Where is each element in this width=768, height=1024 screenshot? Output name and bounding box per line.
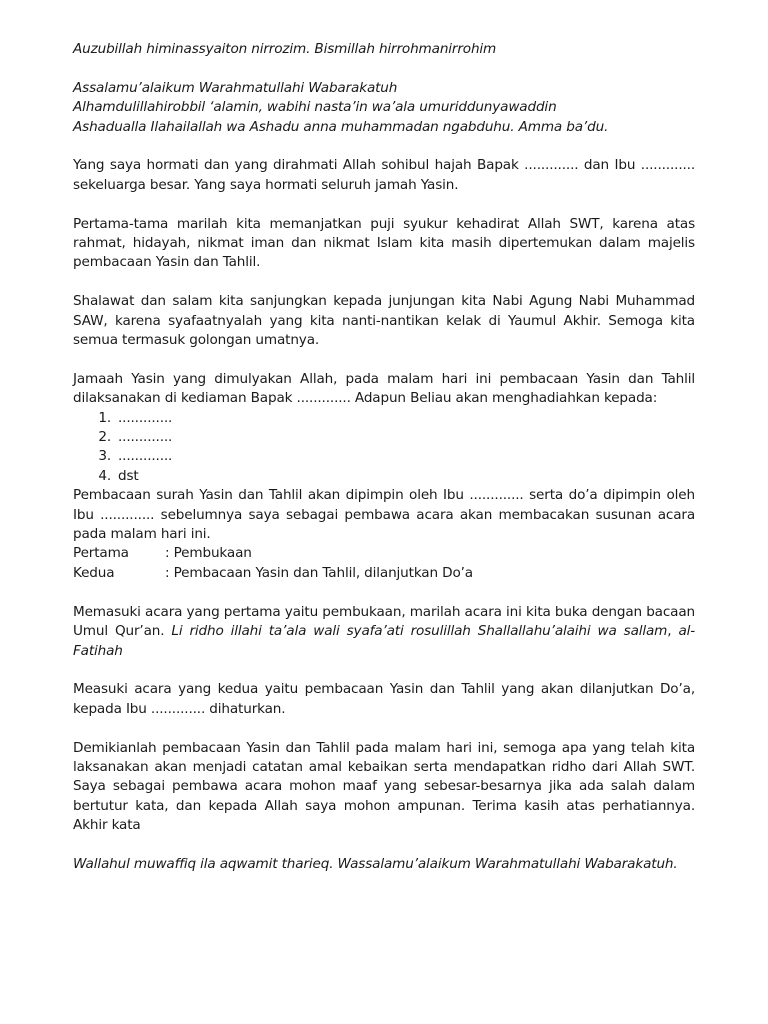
greeting-paragraph: Yang saya hormati dan yang dirahmati Allah sohibul hajah Bapak ............. dan Ibu ............. sekeluarga besar. Yang saya hormati seluruh jamah Yasin. <box>73 157 695 193</box>
salam-line: Alhamdulillahirobbil ‘alamin, wabihi nasta’in wa’ala umuriddunyawaddin <box>73 99 557 116</box>
kedua-paragraph: Measuki acara yang kedua yaitu pembacaan Yasin dan Tahlil yang akan dilanjutkan Do’a, kepada Ibu ............. dihaturkan. <box>73 681 695 717</box>
agenda-label: Kedua <box>73 564 115 581</box>
pimpin-paragraph: Pembacaan surah Yasin dan Tahlil akan dipimpin oleh Ibu ............. serta do’a dipimpin oleh Ibu ............. sebelumnya saya sebagai pembawa acara akan membacakan susunan acara pada malam hari ini. <box>73 487 695 543</box>
list-number: 1. <box>98 409 111 426</box>
agenda-list <box>73 544 695 583</box>
list-number: 4. <box>98 467 111 484</box>
list-item <box>73 447 695 466</box>
pembukaan-paragraph <box>73 603 695 661</box>
pembukaan-separator: , <box>667 623 672 640</box>
salam-line: Ashadualla Ilahailallah wa Ashadu anna muhammadan ngabduhu. Amma ba’du. <box>73 118 609 135</box>
list-item <box>73 467 695 486</box>
agenda-row <box>73 564 695 583</box>
gift-list <box>73 409 695 487</box>
closing-line: Wallahul muwaffiq ila aqwamit tharieq. Wassalamu’alaikum Warahmatullahi Wabarakatuh. <box>73 855 678 872</box>
salam-line: Assalamu’alaikum Warahmatullahi Wabarakatuh <box>73 79 398 96</box>
list-text: dst <box>118 467 139 484</box>
agenda-value: : Pembacaan Yasin dan Tahlil, dilanjutkan Do’a <box>165 564 473 581</box>
agenda-label: Pertama <box>73 545 129 562</box>
list-text: ............. <box>118 448 173 465</box>
shalawat-paragraph: Shalawat dan salam kita sanjungkan kepada junjungan kita Nabi Agung Nabi Muhammad SAW, karena syafaatnyalah yang kita nanti-nantikan kelak di Yaumul Akhir. Semoga kita semua termasuk golongan umatnya. <box>73 293 695 349</box>
pembukaan-text: Memasuki acara yang pertama yaitu pembukaan, marilah acara ini kita buka dengan bacaan Umul Qur’an. <box>73 603 695 640</box>
pembukaan-fatihah: al-Fatihah <box>73 623 695 659</box>
list-number: 2. <box>98 429 111 446</box>
penutup-paragraph: Demikianlah pembacaan Yasin dan Tahlil pada malam hari ini, semoga apa yang telah kita laksanakan akan menjadi catatan amal kebaikan serta mendapatkan ridho dari Allah SWT. Saya sebagai pembawa acara mohon maaf yang sebesar-besarnya jika ada salah dalam bertutur kata, dan kepada Allah saya mohon ampunan. Terima kasih atas perhatiannya. Akhir kata <box>73 739 695 834</box>
opening-line: Auzubillah himinassyaiton nirrozim. Bismillah hirrohmanirrohim <box>73 41 497 57</box>
list-item <box>73 428 695 447</box>
list-text: ............. <box>118 429 173 446</box>
list-text: ............. <box>118 409 173 426</box>
jamaah-paragraph: Jamaah Yasin yang dimulyakan Allah, pada malam hari ini pembacaan Yasin dan Tahlil dilaksanakan di kediaman Bapak ............. Adapun Beliau akan menghadiahkan kepada: <box>73 370 695 407</box>
list-number: 3. <box>98 448 111 465</box>
agenda-row <box>73 544 695 563</box>
pembukaan-doa: Li ridho illahi ta’ala wali syafa’ati rosulillah Shallallahu’alaihi wa sallam <box>171 623 668 640</box>
salam-block <box>73 79 695 137</box>
syukur-paragraph: Pertama-tama marilah kita memanjatkan puji syukur kehadirat Allah SWT, karena atas rahmat, hidayah, nikmat iman dan nikmat Islam kita masih dipertemukan dalam majelis pembacaan Yasin dan Tahlil. <box>73 215 695 271</box>
agenda-value: : Pembukaan <box>165 545 252 562</box>
document-page <box>73 40 695 894</box>
list-item <box>73 409 695 428</box>
